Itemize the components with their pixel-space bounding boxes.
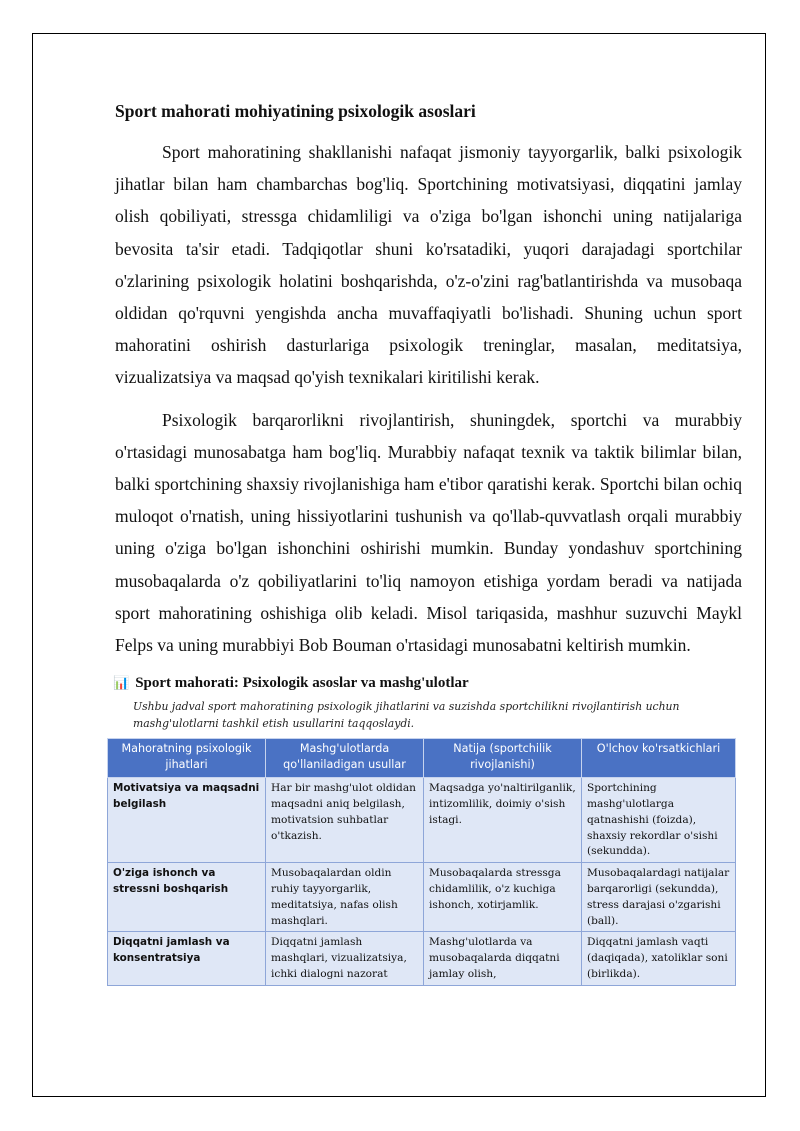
table-cell: Har bir mashg'ulot oldidan maqsadni aniq belgilash, motivatsion suhbatlar o'tkazish.: [266, 778, 424, 863]
table-cell: Maqsadga yo'naltirilganlik, intizomlilik, doimiy o'sish istagi.: [424, 778, 582, 863]
table-description: Ushbu jadval sport mahoratining psixologik jihatlarini va suzishda sportchilikni rivojlantirish uchun mashg'ulotlarni tashkil etish usullarini taqqoslaydi.: [133, 700, 680, 731]
bar-chart-icon: 📊: [113, 676, 130, 692]
table-cell: Motivatsiya va maqsadni belgilash: [108, 778, 266, 863]
table-row: [108, 863, 736, 932]
table-cell: Musobaqalardagi natijalar barqarorligi (sekundda), stress darajasi o'zgarishi (ball).: [582, 863, 736, 932]
header-cell: O'lchov ko'rsatkichlari: [582, 739, 736, 778]
table-row: [108, 778, 736, 863]
table-cell: Musobaqalardan oldin ruhiy tayyorgarlik, meditatsiya, nafas olish mashqlari.: [266, 863, 424, 932]
document-body: [115, 98, 742, 986]
table-heading: [113, 675, 742, 692]
table-cell: Diqqatni jamlash va konsentratsiya: [108, 932, 266, 985]
table-cell: O'ziga ishonch va stressni boshqarish: [108, 863, 266, 932]
table-header-row: [108, 739, 736, 778]
paragraph-2: Psixologik barqarorlikni rivojlantirish, shuningdek, sportchi va murabbiy o'rtasidagi munosabatga ham bog'liq. Murabbiy nafaqat texnik va taktik bilimlar bilan, balki sportchining shaxsiy rivojlanishiga ham e'tibor qaratishi kerak. Sportchi bilan ochiq muloqot o'rnatish, uning hissiyotlarini tushunish va qo'llab-quvvatlash orqali murabbiy uning o'ziga bo'lgan ishonchini oshirishi mumkin. Bunday yondashuv sportchining musobaqalarda o'z qobiliyatlarini to'liq namoyon etishiga yordam beradi va natijada sport mahoratining oshishiga olib keladi. Misol tariqasida, mashhur suzuvchi Maykl Felps va uning murabbiyi Bob Bouman o'rtasidagi munosabatni keltirish mumkin.: [115, 409, 742, 656]
comparison-table: [107, 738, 736, 986]
table-cell: Diqqatni jamlash vaqti (daqiqada), xatoliklar soni (birlikda).: [582, 932, 736, 985]
header-cell: Mashg'ulotlarda qo'llaniladigan usullar: [266, 739, 424, 778]
table-cell: Diqqatni jamlash mashqlari, vizualizatsiya, ichki dialogni nazorat: [266, 932, 424, 985]
table-heading-text: Sport mahorati: Psixologik asoslar va mashg'ulotlar: [135, 675, 469, 692]
header-cell: Natija (sportchilik rivojlanishi): [424, 739, 582, 778]
table-cell: Mashg'ulotlarda va musobaqalarda diqqatni jamlay olish,: [424, 932, 582, 985]
document-title: Sport mahorati mohiyatining psixologik asoslari: [115, 101, 476, 121]
table-cell: Sportchining mashg'ulotlarga qatnashishi (foizda), shaxsiy rekordlar o'sishi (sekundda).: [582, 778, 736, 863]
table-section: [115, 675, 742, 986]
table-cell: Musobaqalarda stressga chidamlilik, o'z kuchiga ishonch, xotirjamlik.: [424, 863, 582, 932]
paragraph-1: Sport mahoratining shakllanishi nafaqat jismoniy tayyorgarlik, balki psixologik jihatlar bilan ham chambarchas bog'liq. Sportchining motivatsiyasi, diqqatini jamlay olish qobiliyati, stressga chidamliligi va o'ziga bo'lgan ishonchi uning natijalariga bevosita ta'sir etadi. Tadqiqotlar shuni ko'rsatadiki, yuqori darajadagi sportchilar o'zlarining psixologik holatini boshqarishda, o'z-o'zini rag'batlantirishda va musobaqa oldidan qo'rquvni yengishda ancha muvaffaqiyatli bo'lishadi. Shuning uchun sport mahoratini oshirish dasturlariga psixologik treninglar, masalan, meditatsiya, vizualizatsiya va maqsad qo'yish texnikalari kiritilishi kerak.: [115, 142, 742, 388]
table-row: [108, 932, 736, 985]
header-cell: Mahoratning psixologik jihatlari: [108, 739, 266, 778]
